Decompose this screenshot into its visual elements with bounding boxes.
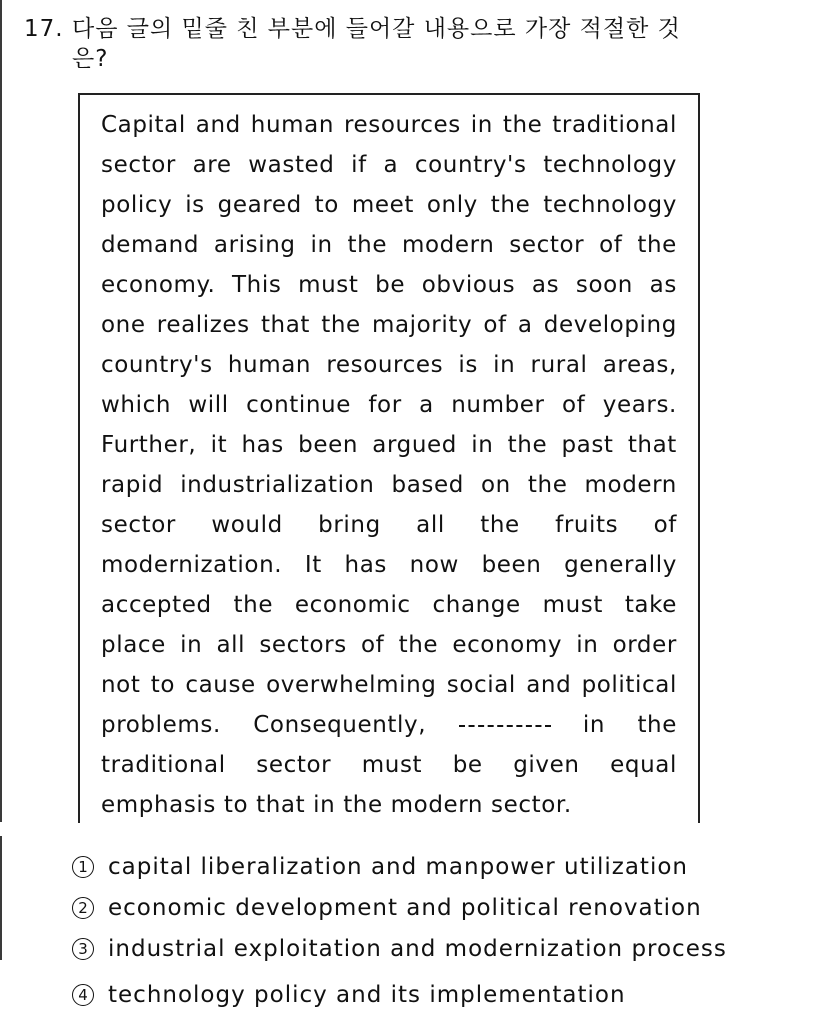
left-margin-rule bbox=[0, 0, 2, 822]
passage-line bbox=[101, 665, 677, 705]
passage-word: policy bbox=[101, 192, 173, 218]
passage-word: in bbox=[180, 632, 203, 658]
passage-line bbox=[101, 145, 677, 185]
passage-word: sector bbox=[101, 152, 176, 178]
passage-word: Capital bbox=[101, 112, 186, 138]
passage-word: must bbox=[298, 272, 359, 298]
passage-line bbox=[101, 585, 677, 625]
passage-line bbox=[101, 385, 677, 425]
passage-word: the bbox=[637, 232, 677, 258]
passage-word: of bbox=[561, 392, 586, 418]
passage-word: rural bbox=[530, 352, 588, 378]
passage-word: bring bbox=[318, 512, 381, 538]
passage-word: all bbox=[216, 632, 246, 658]
passage-word: that bbox=[260, 312, 311, 338]
passage-word: modernization. bbox=[101, 552, 283, 578]
passage-word: areas, bbox=[602, 352, 677, 378]
option-number-marker: 3 bbox=[72, 938, 94, 960]
passage-word: sector bbox=[101, 512, 176, 538]
passage-word: resources bbox=[343, 112, 461, 138]
passage-word: the bbox=[527, 472, 568, 498]
passage-word: a bbox=[419, 392, 434, 418]
passage-word: a bbox=[383, 152, 399, 178]
passage-word: economic bbox=[294, 592, 411, 618]
option-text: economic development and political renovation bbox=[108, 894, 702, 921]
passage-word: now bbox=[409, 552, 459, 578]
passage-word: This bbox=[232, 272, 282, 298]
passage-word: the bbox=[480, 512, 520, 538]
question-number: 17. bbox=[24, 16, 64, 42]
question-line-2: 은? bbox=[72, 46, 109, 72]
passage-word: It bbox=[304, 552, 322, 578]
passage-word: economy. bbox=[101, 272, 216, 298]
passage-word: emphasis to that in the modern sector. bbox=[101, 792, 572, 818]
passage-word: change bbox=[432, 592, 521, 618]
passage-text bbox=[101, 105, 677, 825]
passage-word: would bbox=[211, 512, 283, 538]
passage-word: past bbox=[561, 432, 614, 458]
passage-word: is bbox=[458, 352, 478, 378]
option-text: capital liberalization and manpower utilization bbox=[108, 853, 688, 880]
passage-word: and bbox=[195, 112, 241, 138]
passage-word: cause bbox=[185, 672, 256, 698]
passage-box bbox=[78, 93, 700, 823]
passage-word: country's bbox=[101, 352, 213, 378]
passage-word: demand bbox=[101, 232, 200, 258]
option-3[interactable] bbox=[72, 928, 772, 969]
passage-word: sectors bbox=[259, 632, 347, 658]
option-number-marker: 1 bbox=[72, 856, 94, 878]
passage-word: the bbox=[507, 432, 548, 458]
passage-word: the bbox=[321, 312, 361, 338]
passage-word: given bbox=[513, 752, 580, 778]
passage-word: modern bbox=[401, 232, 495, 258]
passage-word: majority bbox=[371, 312, 473, 338]
passage-word: been bbox=[481, 552, 542, 578]
passage-word: be bbox=[452, 752, 483, 778]
passage-word: in bbox=[310, 232, 333, 258]
passage-word: the bbox=[233, 592, 274, 618]
passage-word: a bbox=[517, 312, 533, 338]
passage-word: place bbox=[101, 632, 166, 658]
option-number-marker: 4 bbox=[72, 984, 94, 1006]
passage-word: it bbox=[210, 432, 228, 458]
passage-word: in bbox=[576, 632, 599, 658]
passage-word: generally bbox=[564, 552, 677, 578]
passage-word: of bbox=[361, 632, 385, 658]
passage-word: industrialization bbox=[180, 472, 375, 498]
question-prompt bbox=[24, 14, 764, 74]
passage-word: has bbox=[344, 552, 387, 578]
passage-word: social bbox=[446, 672, 516, 698]
option-number-marker: 2 bbox=[72, 897, 94, 919]
passage-line bbox=[101, 745, 677, 785]
option-4[interactable] bbox=[72, 974, 772, 1015]
passage-word: be bbox=[375, 272, 406, 298]
passage-word: for bbox=[368, 392, 402, 418]
passage-word: not bbox=[101, 672, 141, 698]
answer-options bbox=[72, 846, 772, 1015]
passage-word: sector bbox=[256, 752, 332, 778]
passage-word: human bbox=[250, 112, 335, 138]
passage-word: human bbox=[227, 352, 312, 378]
passage-word: developing bbox=[543, 312, 677, 338]
passage-word: all bbox=[416, 512, 445, 538]
passage-word: soon bbox=[575, 272, 633, 298]
option-1[interactable] bbox=[72, 846, 772, 887]
passage-word: the bbox=[347, 232, 388, 258]
passage-word: rapid bbox=[101, 472, 164, 498]
passage-line bbox=[101, 625, 677, 665]
passage-word: in bbox=[582, 712, 606, 738]
passage-word: must bbox=[542, 592, 603, 618]
passage-word: in bbox=[471, 432, 494, 458]
passage-word: technology bbox=[543, 152, 677, 178]
passage-word: as bbox=[531, 272, 560, 298]
passage-line bbox=[101, 305, 677, 345]
passage-line bbox=[101, 785, 677, 825]
passage-word: years. bbox=[602, 392, 677, 418]
option-2[interactable] bbox=[72, 887, 772, 928]
passage-word: resources bbox=[326, 352, 444, 378]
passage-word: on bbox=[481, 472, 511, 498]
passage-word: equal bbox=[610, 752, 677, 778]
left-margin-rule bbox=[0, 836, 2, 960]
passage-line bbox=[101, 705, 677, 745]
passage-word: accepted bbox=[101, 592, 212, 618]
passage-word: traditional bbox=[552, 112, 677, 138]
passage-word: are bbox=[192, 152, 232, 178]
passage-word: continue bbox=[246, 392, 351, 418]
passage-line bbox=[101, 105, 677, 145]
passage-word: meet bbox=[351, 192, 414, 218]
answer-blank bbox=[459, 705, 551, 727]
passage-word: has bbox=[241, 432, 284, 458]
question-text: 다음 글의 밑줄 친 부분에 들어갈 내용으로 가장 적절한 것 bbox=[72, 16, 681, 42]
passage-word: fruits bbox=[555, 512, 619, 538]
passage-word: technology bbox=[543, 192, 677, 218]
passage-word: which bbox=[101, 392, 172, 418]
passage-word: the bbox=[490, 192, 531, 218]
passage-word: if bbox=[351, 152, 367, 178]
passage-word: Consequently, bbox=[253, 712, 427, 738]
passage-word: the bbox=[398, 632, 439, 658]
passage-word: of bbox=[653, 512, 677, 538]
passage-line bbox=[101, 465, 677, 505]
passage-word: sector bbox=[509, 232, 585, 258]
passage-word: geared bbox=[217, 192, 302, 218]
passage-word: modern bbox=[584, 472, 677, 498]
passage-word: number bbox=[451, 392, 545, 418]
passage-word: that bbox=[627, 432, 677, 458]
question-line-1 bbox=[24, 14, 764, 44]
passage-word: based bbox=[391, 472, 464, 498]
passage-line bbox=[101, 265, 677, 305]
passage-word: must bbox=[361, 752, 423, 778]
passage-word: of bbox=[599, 232, 623, 258]
passage-word: the bbox=[637, 712, 677, 738]
passage-word: take bbox=[624, 592, 677, 618]
passage-word: political bbox=[581, 672, 677, 698]
passage-word: only bbox=[426, 192, 478, 218]
passage-word: realizes bbox=[156, 312, 250, 338]
passage-line bbox=[101, 425, 677, 465]
passage-word: arising bbox=[213, 232, 296, 258]
passage-word: country's bbox=[414, 152, 527, 178]
passage-line bbox=[101, 185, 677, 225]
passage-word: one bbox=[101, 312, 146, 338]
passage-line bbox=[101, 545, 677, 585]
option-text: technology policy and its implementation bbox=[108, 981, 626, 1008]
passage-word: traditional bbox=[101, 752, 226, 778]
passage-word: economy bbox=[452, 632, 563, 658]
option-text: industrial exploitation and modernization process bbox=[108, 935, 727, 962]
passage-line bbox=[101, 345, 677, 385]
passage-word: in bbox=[470, 112, 493, 138]
passage-word: overwhelming bbox=[266, 672, 437, 698]
passage-word: and bbox=[526, 672, 572, 698]
passage-word: obvious bbox=[421, 272, 516, 298]
passage-word: the bbox=[502, 112, 543, 138]
passage-word: wasted bbox=[248, 152, 335, 178]
passage-word: problems. bbox=[101, 712, 221, 738]
passage-word: in bbox=[493, 352, 516, 378]
passage-word: argued bbox=[372, 432, 457, 458]
passage-line bbox=[101, 505, 677, 545]
passage-word: is bbox=[185, 192, 205, 218]
passage-line bbox=[101, 225, 677, 265]
passage-word: as bbox=[649, 272, 677, 298]
passage-word: order bbox=[612, 632, 677, 658]
passage-word: been bbox=[298, 432, 359, 458]
passage-word: of bbox=[483, 312, 507, 338]
passage-word: to bbox=[314, 192, 339, 218]
passage-word: to bbox=[150, 672, 176, 698]
passage-word: will bbox=[188, 392, 229, 418]
passage-word: Further, bbox=[101, 432, 197, 458]
